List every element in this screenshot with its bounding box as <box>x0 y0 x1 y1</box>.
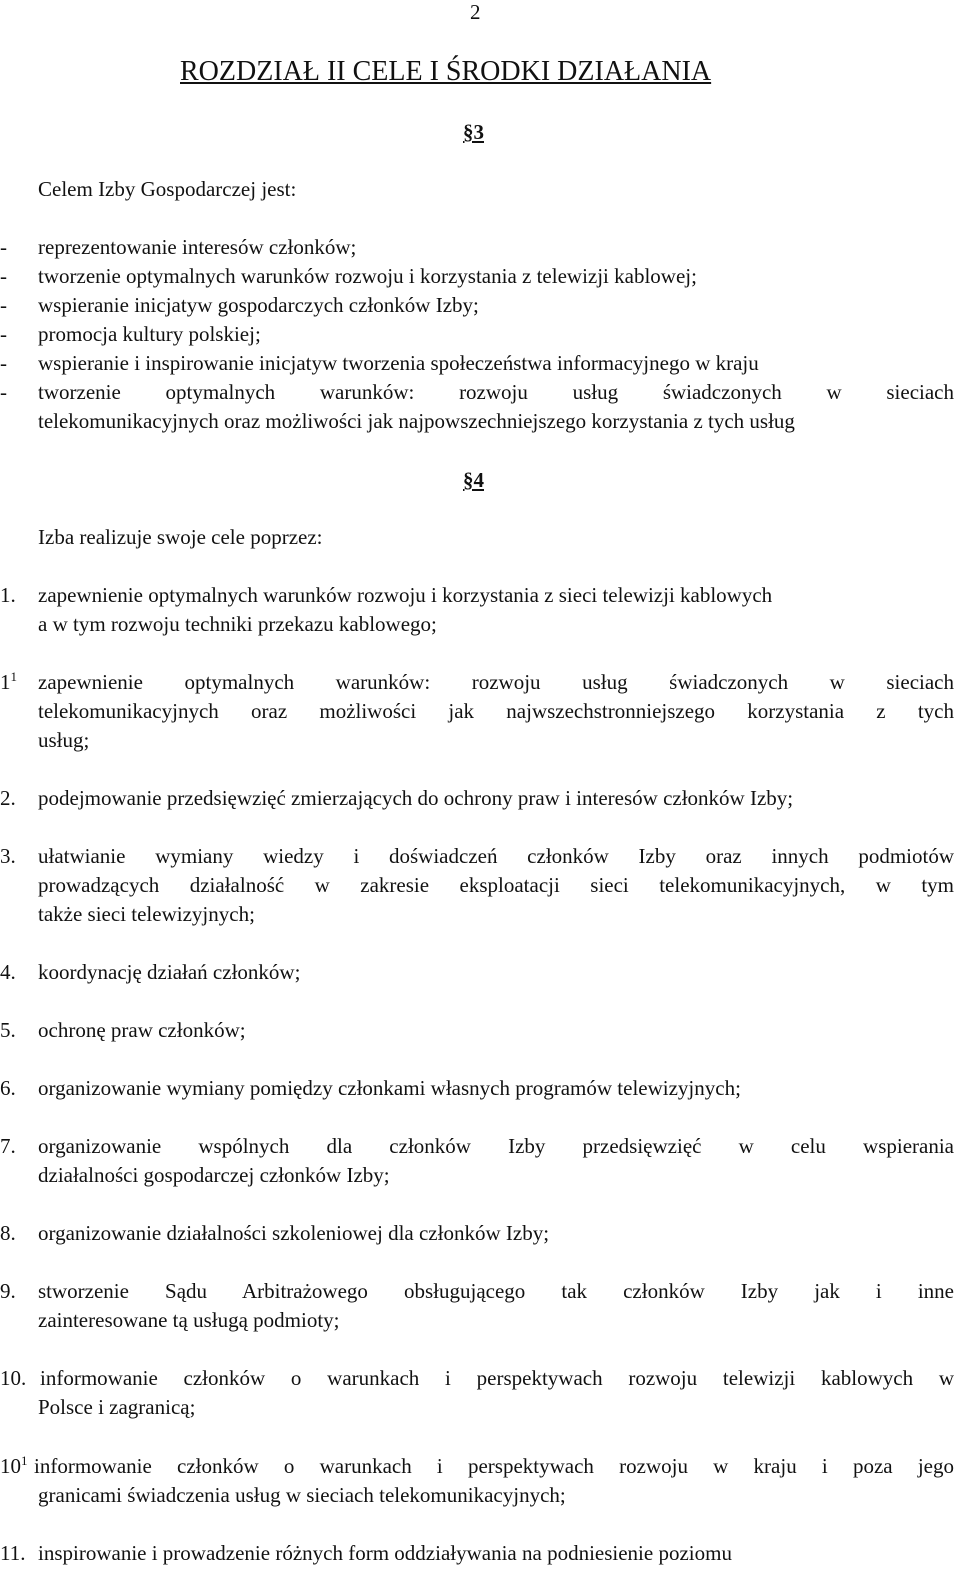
list-item: podejmowanie przedsięwzięć zmierzających do ochrony praw i interesów członków Izby; <box>38 786 794 810</box>
list-item: zapewnienie optymalnych warunków rozwoju i korzystania z sieci telewizji kablowych <box>38 583 773 607</box>
list-item: informowanie członków o warunkach i perspektywach rozwoju w kraju i poza jego <box>34 1454 954 1478</box>
list-item: organizowanie działalności szkoleniowej dla członków Izby; <box>38 1221 550 1245</box>
item-number: 8. <box>0 1221 16 1245</box>
bullet-item: reprezentowanie interesów członków; <box>38 235 357 259</box>
list-item: informowanie członków o warunkach i perspektywach rozwoju telewizji kablowych w <box>40 1366 954 1390</box>
bullet-item: tworzenie optymalnych warunków: rozwoju usług świadczonych w sieciach <box>38 380 954 404</box>
bullet-item-continuation: telekomunikacyjnych oraz możliwości jak najpowszechniejszego korzystania z tych usług <box>38 409 795 433</box>
section-3-intro: Celem Izby Gospodarczej jest: <box>38 177 297 201</box>
bullet-dash: - <box>0 380 7 404</box>
list-item-continuation: także sieci telewizyjnych; <box>38 902 255 926</box>
page-number: 2 <box>470 0 481 24</box>
list-item-continuation: prowadzących działalność w zakresie eksploatacji sieci telekomunikacyjnych, w tym <box>38 873 954 897</box>
bullet-item: wspieranie inicjatyw gospodarczych członków Izby; <box>38 293 479 317</box>
item-number: $10^1$ <box>0 1453 28 1478</box>
item-number: 11. <box>0 1541 26 1565</box>
bullet-dash: - <box>0 322 7 346</box>
bullet-dash: - <box>0 235 7 259</box>
list-item: stworzenie Sądu Arbitrażowego obsługującego tak członków Izby jak i inne <box>38 1279 954 1303</box>
section-4-intro: Izba realizuje swoje cele poprzez: <box>38 525 323 549</box>
section-4-heading: §4 <box>463 468 484 492</box>
list-item: zapewnienie optymalnych warunków: rozwoju usług świadczonych w sieciach <box>38 670 954 694</box>
item-number: 2. <box>0 786 16 810</box>
item-number: 5. <box>0 1018 16 1042</box>
list-item: organizowanie wymiany pomiędzy członkami własnych programów telewizyjnych; <box>38 1076 741 1100</box>
list-item: koordynację działań członków; <box>38 960 301 984</box>
list-item-continuation: usług; <box>38 728 90 752</box>
list-item-continuation: Polsce i zagranicą; <box>38 1395 196 1419</box>
bullet-item: tworzenie optymalnych warunków rozwoju i korzystania z telewizji kablowej; <box>38 264 697 288</box>
chapter-title: ROZDZIAŁ II CELE I ŚRODKI DZIAŁANIA <box>180 56 712 87</box>
item-number: 9. <box>0 1279 16 1303</box>
bullet-dash: - <box>0 351 7 375</box>
list-item: organizowanie wspólnych dla członków Izby przedsięwzięć w celu wspierania <box>38 1134 954 1158</box>
section-3-heading: §3 <box>463 120 484 144</box>
item-number: 10. <box>0 1366 27 1390</box>
list-item: ochronę praw członków; <box>38 1018 246 1042</box>
item-number: 3. <box>0 844 16 868</box>
list-item-continuation: granicami świadczenia usług w sieciach telekomunikacyjnych; <box>38 1483 566 1507</box>
list-item: ułatwianie wymiany wiedzy i doświadczeń członków Izby oraz innych podmiotów <box>38 844 954 868</box>
list-item-continuation: telekomunikacyjnych oraz możliwości jak najwszechstronniejszego korzystania z tych <box>38 699 954 723</box>
list-item: inspirowanie i prowadzenie różnych form oddziaływania na podniesienie poziomu <box>38 1541 732 1565</box>
bullet-item: promocja kultury polskiej; <box>38 322 261 346</box>
item-number: 1. <box>0 583 16 607</box>
bullet-item: wspieranie i inspirowanie inicjatyw tworzenia społeczeństwa informacyjnego w kraju <box>38 351 759 375</box>
list-item-continuation: zainteresowane tą usługą podmioty; <box>38 1308 340 1332</box>
item-number: 7. <box>0 1134 16 1158</box>
bullet-dash: - <box>0 264 7 288</box>
item-number: $1^1$ <box>0 669 17 694</box>
bullet-dash: - <box>0 293 7 317</box>
list-item-continuation: a w tym rozwoju techniki przekazu kablowego; <box>38 612 437 636</box>
item-number: 4. <box>0 960 16 984</box>
list-item-continuation: działalności gospodarczej członków Izby; <box>38 1163 390 1187</box>
item-number: 6. <box>0 1076 16 1100</box>
